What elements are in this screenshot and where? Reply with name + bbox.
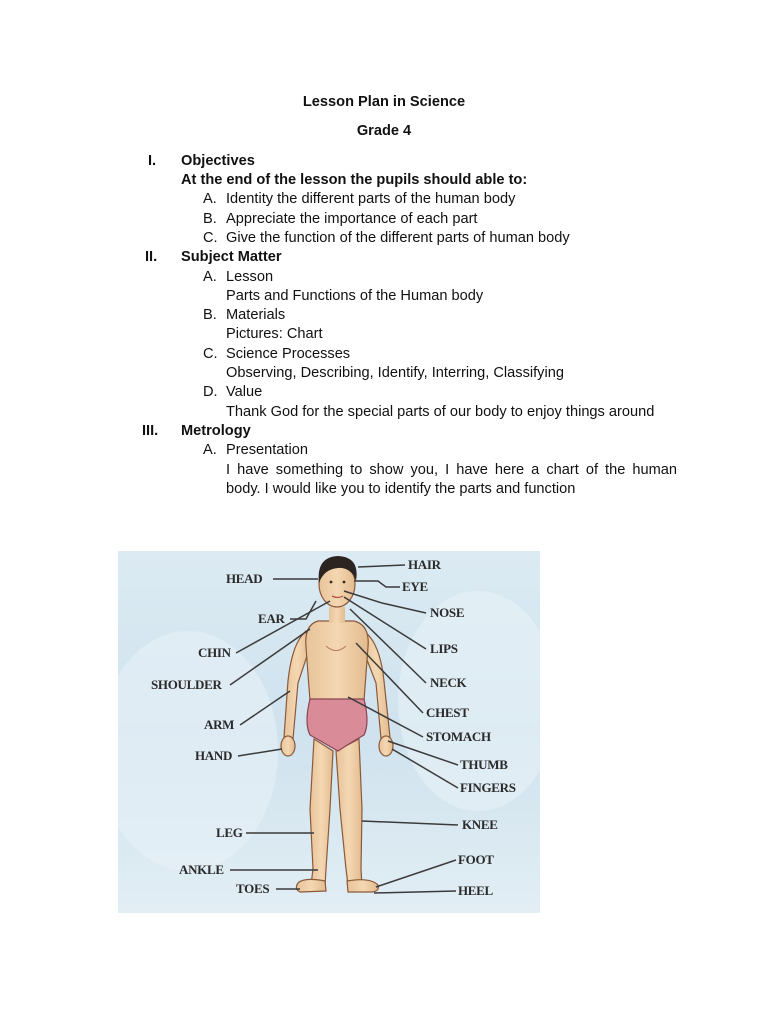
list-item: Materials [226,307,286,323]
presentation-paragraph-line: I have something to show you, I have here a chart of the human [226,462,677,478]
list-letter: C. [203,346,218,362]
presentation-paragraph-line: body. I would like you to identify the parts and function [226,481,576,497]
list-letter: C. [203,230,218,246]
list-letter: D. [203,384,218,400]
section-numeral: I. [148,153,157,169]
list-letter: A. [203,191,217,207]
section-heading-subject-matter: Subject Matter [181,249,282,265]
document-title: Lesson Plan in Science [302,94,466,110]
list-letter: B. [203,307,217,323]
section-numeral: II. [145,249,158,265]
list-letter: A. [203,269,217,285]
list-item-detail: Observing, Describing, Identify, Interring, Classifying [226,365,564,381]
label-hand: HAND [195,748,233,763]
label-arm: ARM [204,717,235,732]
label-ear: EAR [258,611,285,626]
section-heading-metrology: Metrology [181,423,251,439]
label-chest: CHEST [426,705,469,720]
list-item: Identity the different parts of the human body [226,191,516,207]
label-lips: LIPS [430,641,458,656]
list-item: Presentation [226,442,308,458]
list-letter: A. [203,442,217,458]
list-item: Science Processes [226,346,351,362]
label-head: HEAD [226,571,263,586]
label-heel: HEEL [458,883,493,898]
grade-heading: Grade 4 [356,123,412,139]
label-shoulder: SHOULDER [151,677,222,692]
label-stomach: STOMACH [426,729,491,744]
human-body-figure [118,551,540,913]
list-item-detail: Thank God for the special parts of our body to enjoy things around [226,404,655,420]
label-knee: KNEE [462,817,498,832]
objectives-intro: At the end of the lesson the pupils should able to: [181,172,528,188]
list-item: Lesson [226,269,274,285]
list-item-detail: Pictures: Chart [226,326,323,342]
list-item: Value [226,384,263,400]
label-ankle: ANKLE [179,862,224,877]
list-item: Give the function of the different parts of human body [226,230,570,246]
label-toes: TOES [236,881,270,896]
label-nose: NOSE [430,605,465,620]
label-eye: EYE [402,579,428,594]
label-thumb: THUMB [460,757,508,772]
section-heading-objectives: Objectives [181,153,255,169]
label-hair: HAIR [408,557,441,572]
label-foot: FOOT [458,852,494,867]
list-letter: B. [203,211,217,227]
label-fingers: FINGERS [460,780,516,795]
section-numeral: III. [142,423,159,439]
list-item: Appreciate the importance of each part [226,211,478,227]
label-chin: CHIN [198,645,231,660]
label-neck: NECK [430,675,467,690]
label-leg: LEG [216,825,243,840]
list-item-detail: Parts and Functions of the Human body [226,288,484,304]
human-body-chart-image [118,551,540,913]
